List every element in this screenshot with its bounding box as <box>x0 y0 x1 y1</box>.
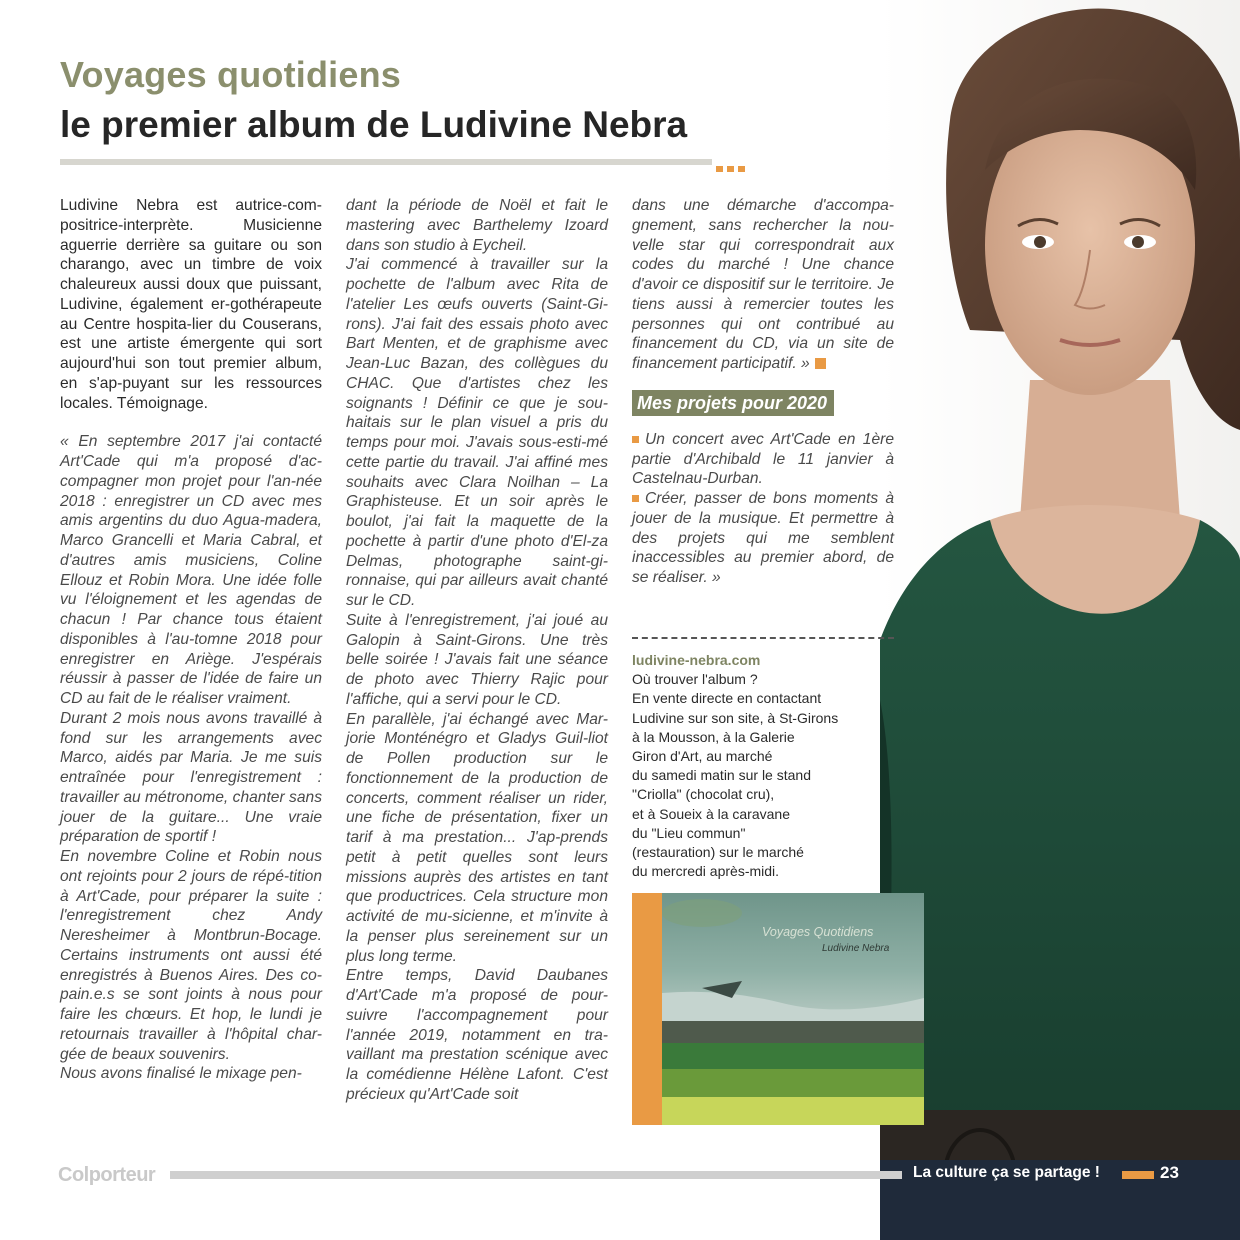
info-line: En vente directe en contactant <box>632 690 822 707</box>
quote-paragraph: J'ai commencé à travailler sur la pochette de l'album avec Rita de l'atelier Les œufs ouverts (Saint-Gi-rons). J'ai fait des essais photo avec Bart Menten, et de graphisme avec Jean-Luc Bazan, des collègues du CHAC. Que d'artistes chez les soignants ! Définir ce que je sou-haitais sur le plan visuel a pris du temps pour moi. J'avais sous-esti-mé cette partie du travail. J'ai affiné mes souhaits avec Clara Noilhan – La Graphisteuse. Et un soir après le boulot, j'ai fait la maquette de la pochette à partir d'une photo d'El-za Delmas, photographe saint-gi-ronnaise, qui par ailleurs avait chanté sur le CD. <box>346 256 608 609</box>
cover-title: Voyages Quotidiens <box>762 925 874 939</box>
quote-paragraph: En novembre Coline et Robin nous ont rejoints pour 2 jours de répé-tition à Art'Cade, pour préparer la suite : l'enregistrement chez Andy Neresheimer à Montbrun-Bocage. Certains instruments ont aussi été enregistrés à Buenos Aires. Des co-pain.e.s se sont joints à nous pour faire les chœurs. Et hop, le lundi je retournais travailler à l'hôpital char-gée de beaux souvenirs. <box>60 848 322 1063</box>
project-item: Un concert avec Art'Cade en 1ère partie d'Archibald le 11 janvier à Castelnau-Durban. <box>632 430 894 488</box>
title-rule-dots <box>716 159 749 165</box>
footer-tagline: La culture ça se partage ! <box>913 1164 1100 1181</box>
article-column-1 <box>60 196 322 1084</box>
dashed-divider <box>632 637 894 639</box>
magazine-logo: Colporteur <box>58 1164 156 1186</box>
article-column-2 <box>346 196 608 1105</box>
quote-paragraph: dant la période de Noël et fait le mastering avec Barthelemy Izoard dans son studio à Eycheil. <box>346 197 608 254</box>
website-link[interactable]: ludivine-nebra.com <box>632 652 761 668</box>
projects-heading: Mes projets pour 2020 <box>632 390 834 416</box>
project-item: Créer, passer de bons moments à jouer de la musique. Et permettre à des projets qui me semblent inaccessibles au premier abord, de se réaliser. » <box>632 490 894 586</box>
article-column-3 <box>632 196 894 588</box>
info-line: Ludivine sur son site, à St-Girons <box>632 709 839 726</box>
quote-paragraph: Durant 2 mois nous avons travaillé à fond sur les arrangements avec Marco, aidés par Maria. Je me suis entraînée pour l'enregistrement : travailler au métronome, chanter sans jouer de la guitare... Une vraie préparation de sportif ! <box>60 709 322 846</box>
info-line: du samedi matin sur le stand <box>632 767 811 784</box>
info-line: Où trouver l'album ? <box>632 671 758 688</box>
quote-paragraph: Entre temps, David Daubanes d'Art'Cade m'a proposé de pour-suivre l'accompagnement pour l'année 2019, notamment en tra-vaillant ma prestation scénique avec la comédienne Hélène Lafont. C'est précieux qu'Art'Cade soit <box>346 967 608 1103</box>
article-subtitle: le premier album de Ludivine Nebra <box>60 104 688 145</box>
footer-orange-mark <box>1122 1171 1154 1179</box>
info-line: du "Lieu commun" <box>632 824 746 841</box>
quote-paragraph: dans une démarche d'accompa-gnement, sans rechercher la nou-velle star qui correspondrait aux codes du marché ! Une chance d'avoir ce dispositif sur le territoire. Je tiens aussi à remercier toutes les personnes qui ont contribué au financement du CD, via un site de financement participatif. » <box>632 197 894 372</box>
title-rule <box>60 159 712 165</box>
info-line: à la Mousson, à la Galerie <box>632 728 795 745</box>
where-to-buy-box <box>632 637 894 881</box>
info-line: (restauration) sur le marché <box>632 844 804 861</box>
bullet-icon <box>632 495 639 502</box>
article-title: Voyages quotidiens <box>60 54 401 95</box>
quote-paragraph: « En septembre 2017 j'ai contacté Art'Cade qui m'a proposé d'ac-compagner mon projet pour l'an-née 2018 : enregistrer un CD avec mes amis argentins du duo Agua-madera, Marco Grancelli et Maria Cabral, et d'autres amis musiciens, Coline Ellouz et Robin Mora. Une idée folle vu l'éloignement et les agendas de chacun ! Par chance tous étaient disponibles à l'au-tomne 2018 pour enregistrer en Ariège. J'espérais réussir à passer de l'idée de faire un CD au fait de le réaliser vraiment. <box>60 433 322 707</box>
page-number: 23 <box>1160 1163 1179 1182</box>
end-square-icon <box>815 358 826 369</box>
quote-paragraph: Suite à l'enregistrement, j'ai joué au Galopin à Saint-Girons. Une très belle soirée ! J'avais fait une séance de photo avec Thierry Rajic pour l'affiche, qui a servi pour le CD. <box>346 611 608 708</box>
info-line: et à Soueix à la caravane <box>632 805 790 822</box>
footer-bar <box>170 1171 902 1179</box>
album-cover-image <box>632 893 924 1125</box>
quote-paragraph: En parallèle, j'ai échangé avec Mar-jorie Monténégro et Gladys Guil-liot de Pollen production sur le fonctionnement de la production de concerts, comment réaliser un rider, une fiche de présentation, fixer un tarif à ma prestation... J'ap-prends petit à petit quelles sont leurs missions auprès des artistes en tant que productrices. Cela structure mon activité de mu-sicienne, et m'invite à la penser plus sereinement sur un plus long terme. <box>346 710 608 965</box>
cover-artist: Ludivine Nebra <box>822 943 890 954</box>
info-line: Giron d'Art, au marché <box>632 748 773 765</box>
cover-orange-strip <box>632 893 662 1125</box>
bullet-icon <box>632 436 639 443</box>
intro-paragraph: Ludivine Nebra est autrice-com-positrice-interprète. Musicienne aguerrie derrière sa guitare ou son charango, avec un timbre de voix chaleureux aussi doux que puissant, Ludivine, également er-gothérapeute au Centre hospita-lier du Couserans, est une artiste émergente qui sort aujourd'hui son tout premier album, en s'ap-puyant sur les ressources locales. Témoignage. <box>60 197 322 412</box>
info-line: du mercredi après-midi. <box>632 863 780 880</box>
quote-paragraph: Nous avons finalisé le mixage pen- <box>60 1065 302 1083</box>
portrait-photo <box>880 0 1240 1240</box>
info-line: "Criolla" (chocolat cru), <box>632 786 775 803</box>
